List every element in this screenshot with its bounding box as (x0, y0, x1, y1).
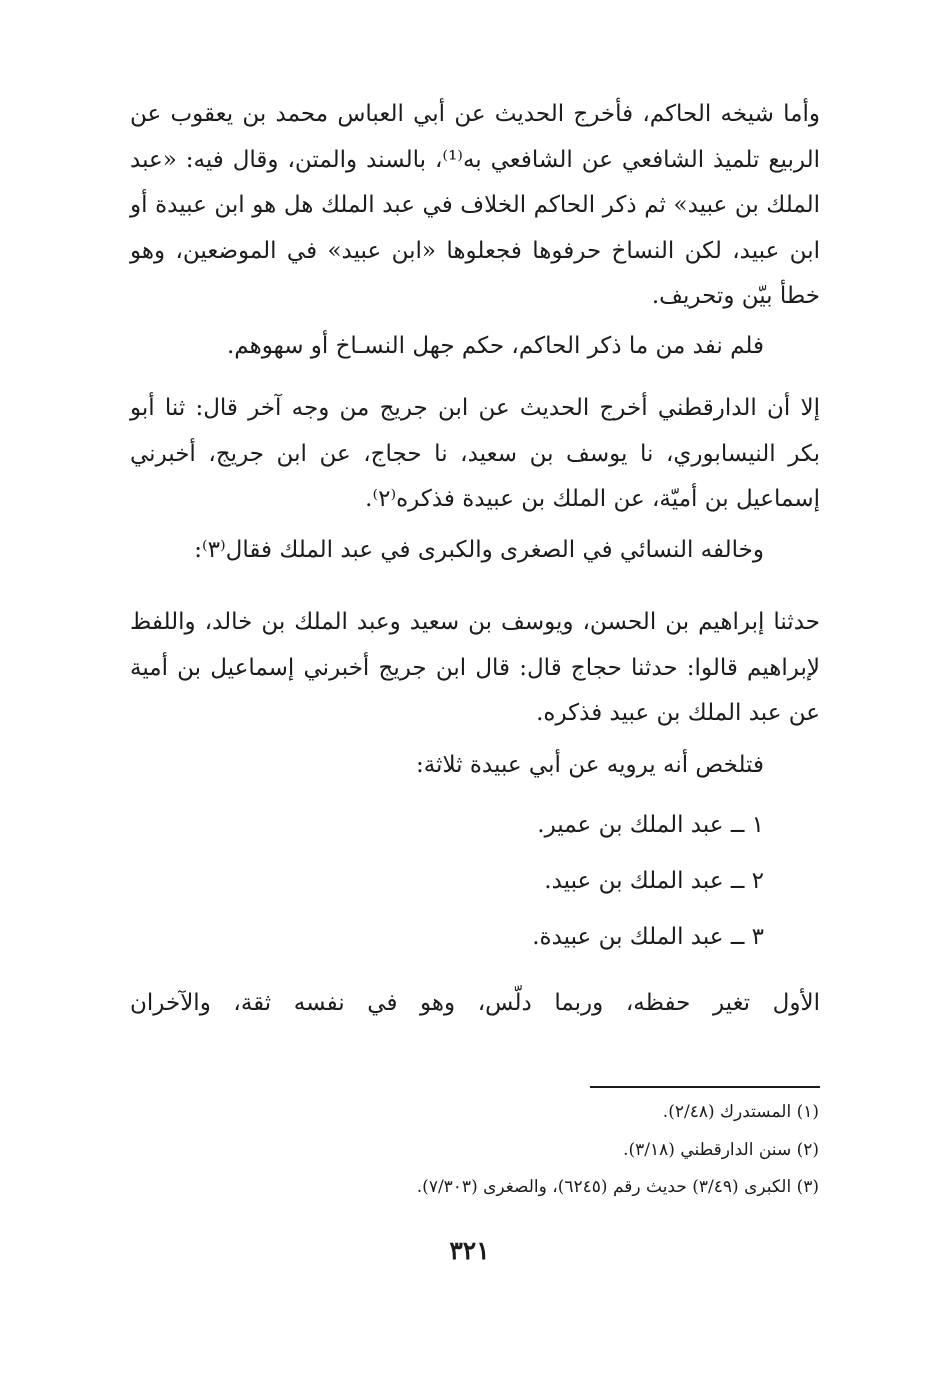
paragraph-hakim: وأما شيخه الحاكم، فأخرج الحديث عن أبي العباس محمد بن يعقوب عن الربيع تلميذ الشافعي عن الشافعي به⁽¹⁾، بالسند والمتن، وقال فيه: «عبد الملك بن عبيد» ثم ذكر الحاكم الخلاف في عبد الملك هل هو ابن عبيدة أو ابن عبيد، لكن النساخ حرفوها فجعلوها «ابن عبيد» في الموضعين، وهو خطأ بيّن وتحريف. (130, 101, 820, 309)
footnote: (٢) سنن الدارقطني (٣/١٨). (623, 1140, 819, 1160)
list-item: ٢ ــ عبد الملك بن عبيد. (544, 868, 764, 894)
paragraph-nasai: وخالفه النسائي في الصغرى والكبرى في عبد الملك فقال⁽٣⁾: (194, 537, 764, 563)
paragraph-scribes: فلم نفد من ما ذكر الحاكم، حكم جهل النسـاخ أو سهوهم. (226, 333, 764, 359)
list-item: ١ ــ عبد الملك بن عمير. (537, 812, 764, 838)
footnote-divider (590, 1086, 820, 1088)
paragraph-hadith-chain: حدثنا إبراهيم بن الحسن، ويوسف بن سعيد وعبد الملك بن خالد، واللفظ لإبراهيم قالوا: حدثنا حجاج قال: قال ابن جريج أخبرني إسماعيل بن أمية عن عبد الملك بن عبيد فذكره. (130, 609, 820, 726)
paragraph-daraqutni: إلا أن الدارقطني أخرج الحديث عن ابن جريج من وجه آخر قال: ثنا أبو بكر النيسابوري، نا يوسف بن سعيد، نا حجاج، عن ابن جريج، أخبرني إسماعيل بن أميّة، عن الملك بن عبيدة فذكره⁽٢⁾. (130, 395, 820, 512)
paragraph-first: الأول تغير حفظه، وربما دلّس، وهو في نفسه ثقة، والآخران (130, 990, 820, 1016)
page-number: ٣٢١ (449, 1236, 490, 1265)
footnote: (١) المستدرك (٢/٤٨). (662, 1102, 819, 1122)
footnote: (٣) الكبرى (٣/٤٩) حديث رقم (٦٢٤٥)، والصغرى (٧/٣٠٣). (416, 1177, 819, 1197)
paragraph-summary: فتلخص أنه يرويه عن أبي عبيدة ثلاثة: (415, 752, 764, 778)
list-item: ٣ ــ عبد الملك بن عبيدة. (532, 924, 764, 950)
